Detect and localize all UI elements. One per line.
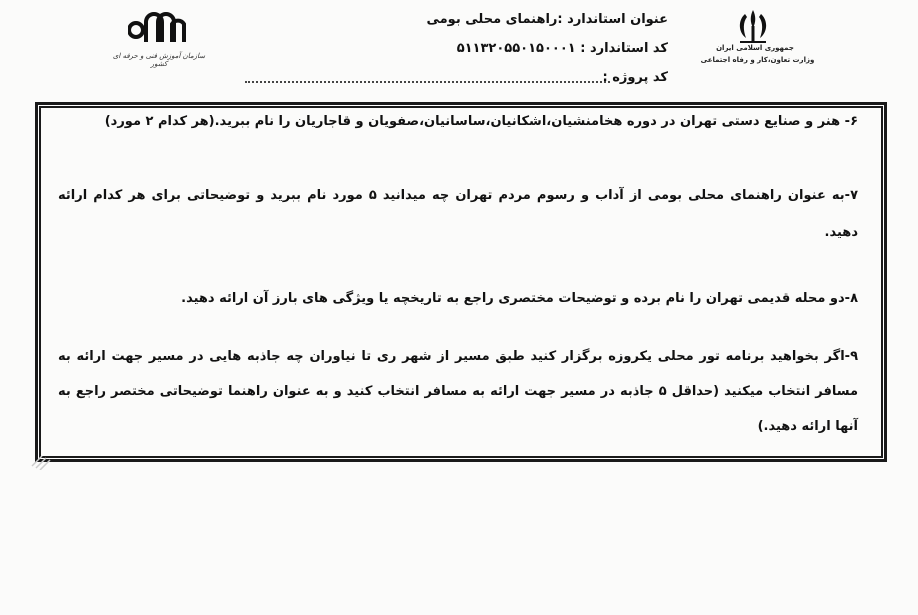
standard-code: کد استاندارد : ۵۱۱۳۲۰۵۵۰۱۵۰۰۰۱ <box>456 41 668 56</box>
project-code-field <box>245 81 610 83</box>
question-8: ۸-دو محله قدیمی تهران را نام برده و توضیحات مختصری راجع به تاریخچه یا ویژگی های بارز آن ارائه دهید. <box>181 291 858 306</box>
org-caption: سازمان آموزش فنی و حرفه ای کشور <box>112 52 206 68</box>
tvto-logo-icon <box>128 10 188 50</box>
question-7: ۷-به عنوان راهنمای محلی بومی از آداب و رسوم مردم تهران چه میدانید ۵ مورد نام ببرید و توضیحاتی برای هر کدام ارائه دهید. <box>58 188 858 240</box>
page-curl-icon <box>28 440 58 470</box>
iran-emblem-icon <box>732 8 774 46</box>
government-name: جمهوری اسلامی ایران <box>716 44 794 52</box>
ministry-name: وزارت تعاون،کار و رفاه اجتماعی <box>700 56 815 64</box>
standard-title: عنوان استاندارد :راهنمای محلی بومی <box>426 12 668 27</box>
question-9: ۹-اگر بخواهید برنامه تور محلی یکروزه برگزار کنید طبق مسیر از شهر ری تا نیاوران چه جاذبه هایی در مسیر جهت ارائه به مسافر انتخاب میکنید (حداقل ۵ جاذبه در مسیر جهت ارائه به مسافر انتخاب کنید و به عنوان راهنما توضیحاتی مختصر راجع به آنها ارائه دهید.) <box>58 349 859 434</box>
question-6: ۶- هنر و صنایع دستی تهران در دوره هخامنشیان،اشکانیان،ساسانیان،صفویان و قاجاریان را نام ببرید.(هر کدام ۲ مورد) <box>104 114 858 129</box>
project-code-label: کد پروژه : <box>602 70 668 85</box>
